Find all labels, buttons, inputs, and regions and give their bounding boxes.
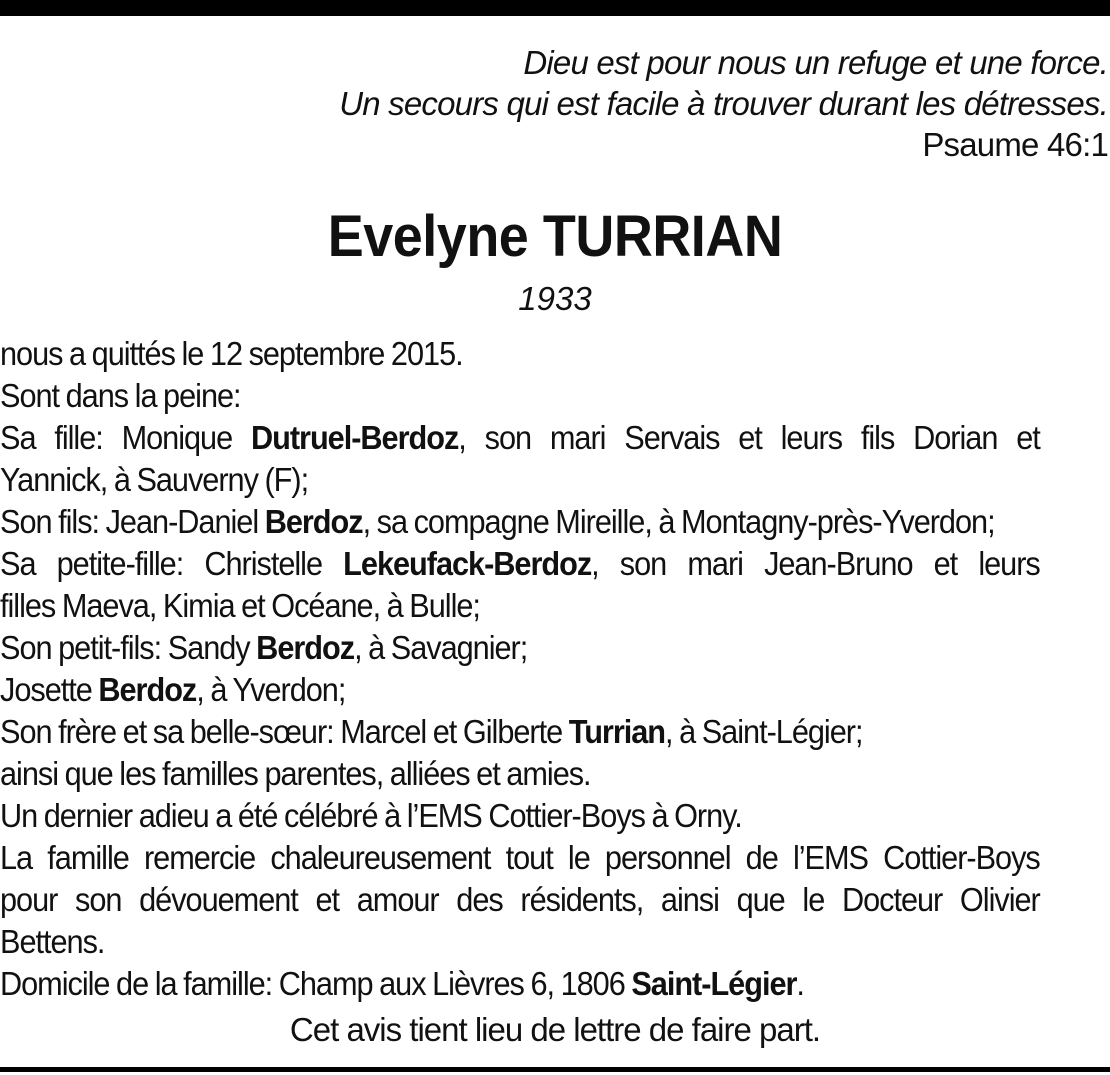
domicile-place: Saint-Légier xyxy=(631,965,797,1002)
domicile-suffix: . xyxy=(796,965,804,1002)
son-rest: , sa compagne Mireille, à Montagny-près-Yverdon; xyxy=(362,503,995,540)
granddaughter-surname: Lekeufack-Berdoz xyxy=(343,545,592,582)
siblings-prefix: Son frère et sa belle-sœur: Marcel et Gilberte xyxy=(0,713,569,750)
psalm-verse xyxy=(339,42,1108,165)
families-line: ainsi que les familles parentes, alliées et amies. xyxy=(0,755,591,792)
siblings-surname: Turrian xyxy=(568,713,666,750)
verse-line-2: Un secours qui est facile à trouver durant les détresses. xyxy=(339,85,1108,122)
grandson-line xyxy=(0,627,1040,669)
bottom-rule xyxy=(0,1067,1110,1072)
grandson-rest: , à Savagnier; xyxy=(354,629,528,666)
granddaughter-rest: , son mari Jean-Bruno et leurs xyxy=(591,545,1040,582)
josette-surname: Berdoz xyxy=(98,671,197,708)
domicile-prefix: Domicile de la famille: Champ aux Lièvres 6, 1806 xyxy=(0,965,632,1002)
daughter-surname: Dutruel-Berdoz xyxy=(250,419,459,456)
mourners-intro: Sont dans la peine: xyxy=(0,377,241,414)
grandson-surname: Berdoz xyxy=(256,629,355,666)
deceased-name: Evelyne TURRIAN xyxy=(327,204,783,269)
granddaughter-line xyxy=(0,543,1040,585)
domicile-line xyxy=(0,963,1040,1005)
birth-year: 1933 xyxy=(518,280,592,317)
siblings-line xyxy=(0,711,1040,753)
daughter-line-2: Yannick, à Sauverny (F); xyxy=(0,461,309,498)
daughter-prefix: Sa fille: Monique xyxy=(0,419,251,456)
grandson-prefix: Son petit-fils: Sandy xyxy=(0,629,257,666)
thanks-line-1: La famille remercie chaleureusement tout le personnel de l’EMS Cottier-Boys xyxy=(0,839,1040,876)
josette-prefix: Josette xyxy=(0,671,99,708)
verse-line-1: Dieu est pour nous un refuge et une force. xyxy=(523,44,1108,81)
daughter-rest: , son mari Servais et leurs fils Dorian et xyxy=(458,419,1040,456)
farewell-line: Un dernier adieu a été célébré à l’EMS Cottier-Boys à Orny. xyxy=(0,797,742,834)
closing-note: Cet avis tient lieu de lettre de faire part. xyxy=(289,1011,821,1048)
death-line: nous a quittés le 12 septembre 2015. xyxy=(0,335,463,372)
son-line xyxy=(0,501,1040,543)
verse-reference: Psaume 46:1 xyxy=(922,126,1108,163)
daughter-line xyxy=(0,417,1040,459)
granddaughter-line-2: filles Maeva, Kimia et Océane, à Bulle; xyxy=(0,587,480,624)
siblings-rest: , à Saint-Légier; xyxy=(665,713,863,750)
josette-line xyxy=(0,669,1040,711)
top-rule xyxy=(0,0,1110,16)
son-surname: Berdoz xyxy=(264,503,363,540)
announcement-body xyxy=(0,333,1040,1005)
josette-rest: , à Yverdon; xyxy=(196,671,346,708)
son-prefix: Son fils: Jean-Daniel xyxy=(0,503,265,540)
granddaughter-prefix: Sa petite-fille: Christelle xyxy=(0,545,344,582)
thanks-line-3: Bettens. xyxy=(0,923,105,960)
thanks-line-2: pour son dévouement et amour des résidents, ainsi que le Docteur Olivier xyxy=(0,881,1040,918)
